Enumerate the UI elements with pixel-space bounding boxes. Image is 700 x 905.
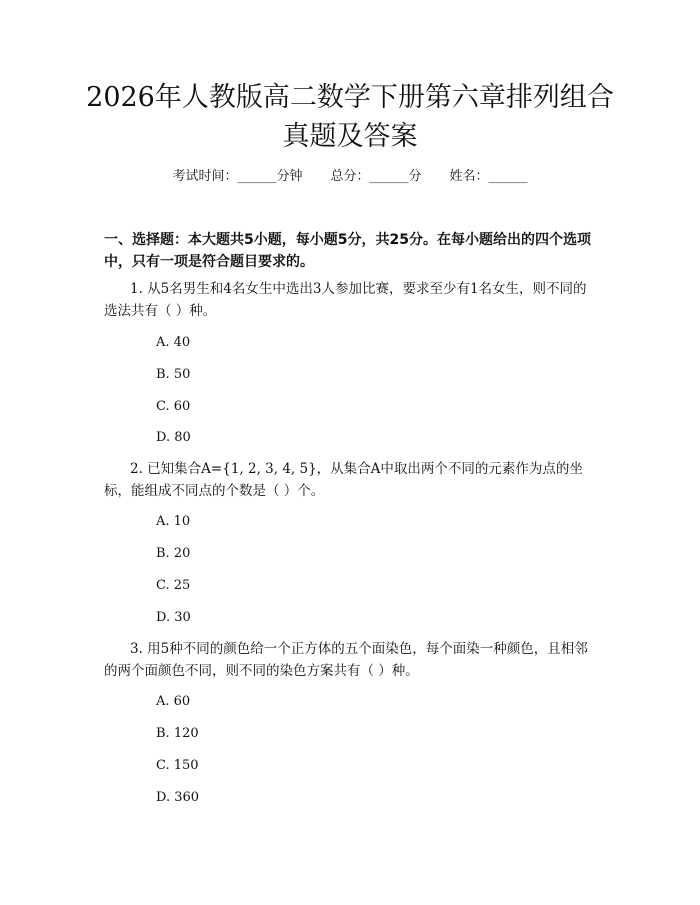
question-2-option-d: D. 30 [156,610,191,625]
time-unit: 分钟 [276,169,303,184]
question-2-option-c: C. 25 [156,578,191,593]
question-2-option-a: A. 10 [156,514,191,529]
time-blank: ______ [237,169,277,184]
question-3-option-b: B. 120 [156,726,199,741]
page-title-continued: 真题及答案 [282,121,418,152]
question-1: 1. 从5名男生和4名女生中选出3人参加比赛，要求至少有1名女生，则不同的选法共有（ ）种。 [104,281,587,319]
question-2-option-b: B. 20 [156,546,191,561]
question-3: 3. 用5种不同的颜色给一个正方体的五个面染色，每个面染一种颜色，且相邻的两个面颜色不同，则不同的染色方案共有（ ）种。 [104,641,588,679]
question-3-option-a: A. 60 [156,694,191,709]
time-label: 考试时间： [172,169,238,184]
page-title: 2026年人教版高二数学下册第六章排列组合 [86,82,614,113]
question-3-option-c: C. 150 [156,758,199,773]
question-2: 2. 已知集合A={1, 2, 3, 4, 5}，从集合A中取出两个不同的元素作为点的坐标，能组成不同点的个数是（ ）个。 [104,461,583,499]
question-1-option-b: B. 50 [156,367,191,382]
question-1-option-d: D. 80 [156,430,191,445]
score-blank: ______ [369,169,409,184]
exam-info-line [0,167,700,187]
score-label: 总分： [330,169,370,184]
name-blank: ______ [488,169,528,184]
question-1-option-c: C. 60 [156,399,191,414]
section-heading: 一、选择题：本大题共5小题，每小题5分，共25分。在每小题给出的四个选项中，只有一项是符合题目要求的。 [104,232,591,270]
score-unit: 分 [408,169,422,184]
name-label: 姓名： [449,169,489,184]
question-3-option-d: D. 360 [156,790,200,805]
question-1-option-a: A. 40 [156,335,191,350]
